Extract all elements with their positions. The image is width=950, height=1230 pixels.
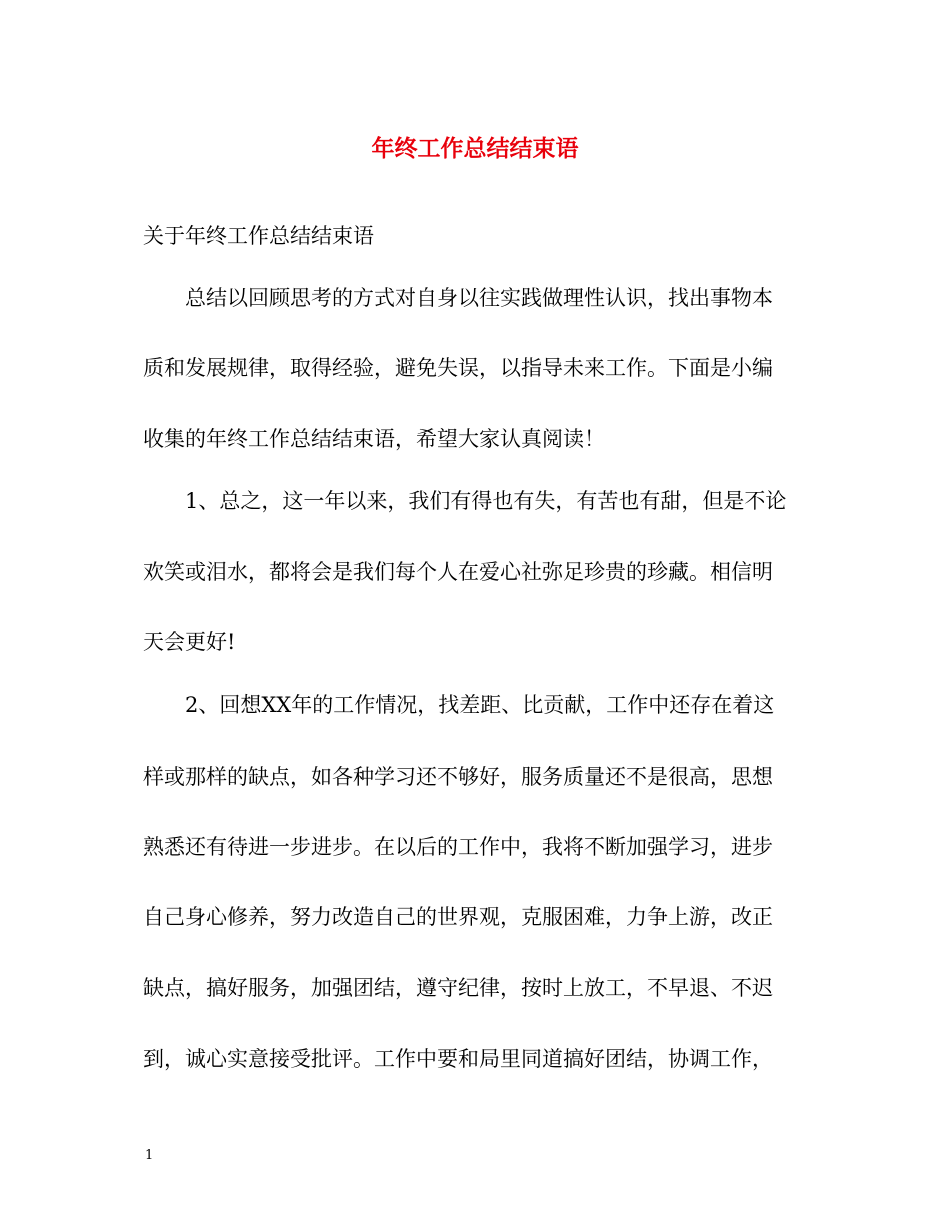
paragraph-line: 质和发展规律，取得经验，避免失误，以指导未来工作。下面是小编 (143, 356, 773, 380)
paragraph-line: 总结以回顾思考的方式对自身以往实践做理性认识，找出事物本 (185, 286, 773, 310)
paragraph-line: 收集的年终工作总结结束语，希望大家认真阅读！ (143, 427, 605, 451)
paragraph-line: 天会更好! (143, 630, 236, 654)
paragraph-line: 欢笑或泪水，都将会是我们每个人在爱心社弥足珍贵的珍藏。相信明 (143, 560, 773, 584)
paragraph-line: 缺点，搞好服务，加强团结，遵守纪律，按时上放工，不早退、不迟 (143, 976, 773, 1000)
page-number: 1 (145, 1148, 154, 1163)
document-title: 年终工作总结结束语 (371, 135, 579, 162)
paragraph-line: 熟悉还有待进一步进步。在以后的工作中，我将不断加强学习，进步 (143, 835, 773, 859)
paragraph-line: 1、总之，这一年以来，我们有得也有失，有苦也有甜，但是不论 (185, 489, 787, 513)
paragraph-line: 自己身心修养，努力改造自己的世界观，克服困难，力争上游，改正 (143, 905, 773, 929)
paragraph-line: 到，诚心实意接受批评。工作中要和局里同道搞好团结，协调工作， (143, 1047, 773, 1071)
document-subtitle: 关于年终工作总结结束语 (143, 224, 374, 248)
paragraph-line: 样或那样的缺点，如各种学习还不够好，服务质量还不是很高，思想 (143, 765, 773, 789)
paragraph-line: 2、回想XX年的工作情况，找差距、比贡献，工作中还存在着这 (185, 693, 775, 717)
